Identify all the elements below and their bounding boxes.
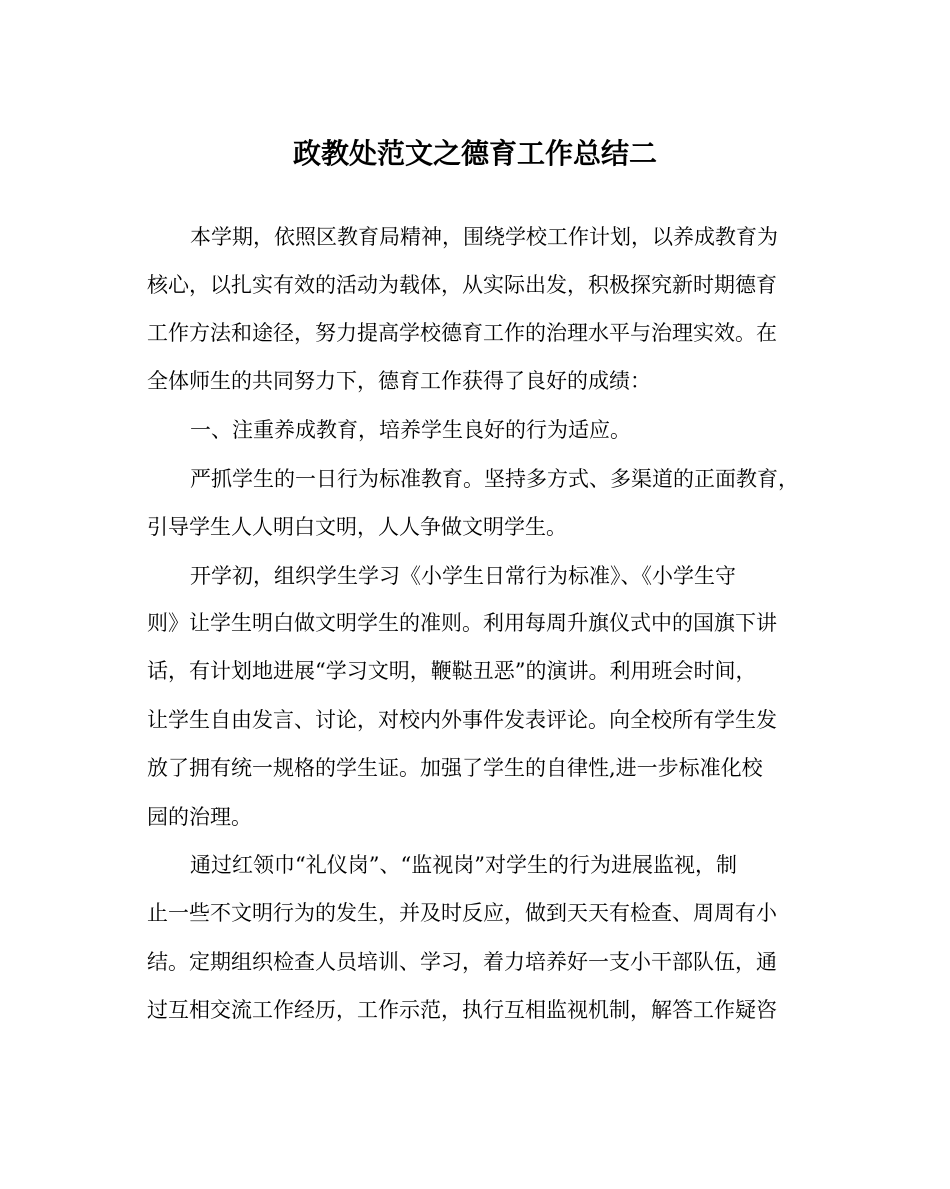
document-title: 政教处范文之德育工作总结二: [292, 137, 657, 170]
text-line: 严抓学生的一日行为标准教育。坚持多方式、多渠道的正面教育，: [190, 467, 799, 491]
text-line: 让学生自由发言、讨论，对校内外事件发表评论。向全校所有学生发: [147, 708, 777, 732]
text-line: 放了拥有统一规格的学生证。加强了学生的自律性,进一步标准化校: [147, 756, 763, 780]
text-line: 一、注重养成教育，培养学生良好的行为适应。: [190, 418, 631, 442]
text-line: 则》让学生明白做文明学生的准则。利用每周升旗仪式中的国旗下讲: [147, 611, 777, 635]
text-line: 话，有计划地进展“学习文明，鞭鞑丑恶”的演讲。利用班会时间，: [147, 659, 757, 683]
text-line: 全体师生的共同努力下，德育工作获得了良好的成绩：: [147, 369, 651, 393]
text-line: 止一些不文明行为的发生，并及时反应，做到天天有检查、周周有小: [147, 901, 777, 925]
text-line: 通过红领巾“礼仪岗”、“监视岗”对学生的行为进展监视，制: [190, 853, 737, 877]
text-line: 园的治理。: [147, 805, 252, 829]
text-line: 引导学生人人明白文明，人人争做文明学生。: [147, 515, 567, 539]
text-line: 工作方法和途径，努力提高学校德育工作的治理水平与治理实效。在: [147, 321, 777, 345]
text-line: 结。定期组织检查人员培训、学习，着力培养好一支小干部队伍，通: [147, 950, 777, 974]
text-line: 过互相交流工作经历，工作示范，执行互相监视机制，解答工作疑咨: [147, 998, 777, 1022]
text-line: 本学期，依照区教育局精神，围绕学校工作计划，以养成教育为: [190, 225, 778, 249]
text-line: 核心，以扎实有效的活动为载体，从实际出发，积极探究新时期德育: [147, 273, 777, 297]
text-line: 开学初，组织学生学习《小学生日常行为标准》、《小学生守: [190, 564, 736, 588]
